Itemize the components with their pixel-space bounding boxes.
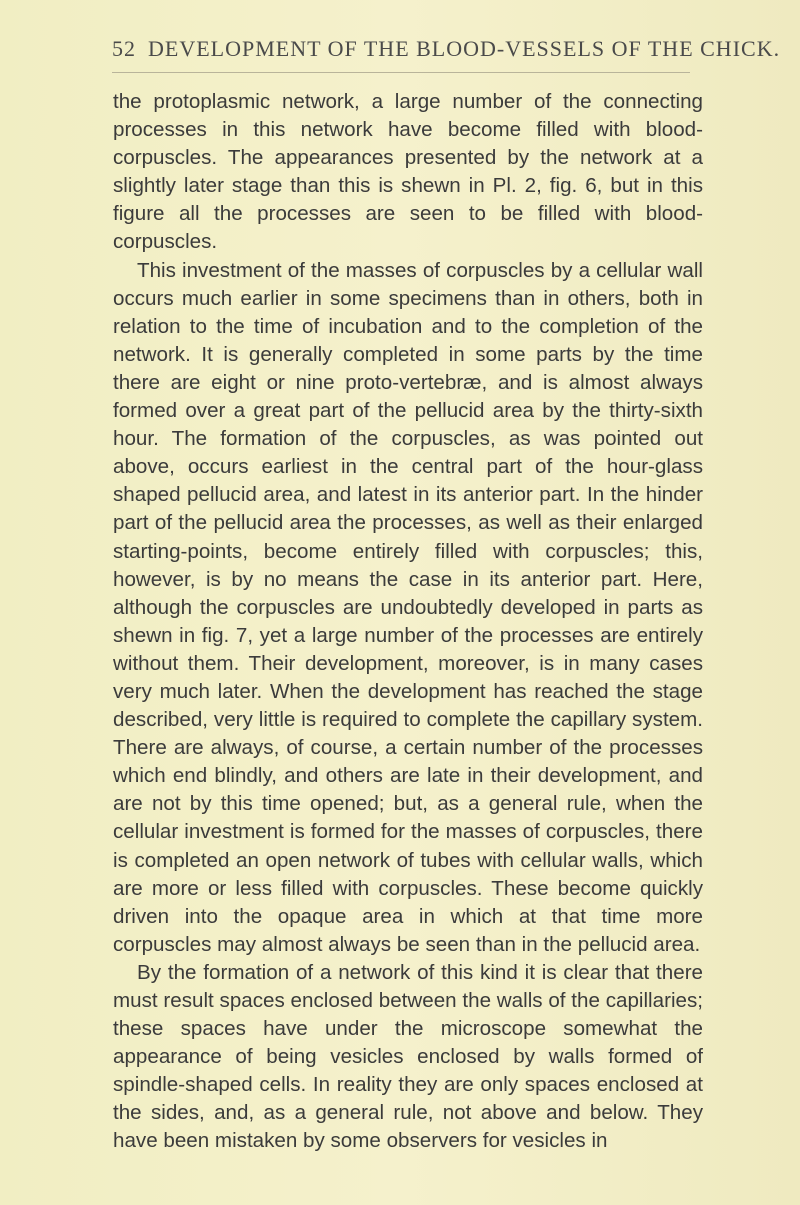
body-text — [113, 88, 703, 1156]
paragraph-continued: the protoplasmic network, a large number of the connecting processes in this network have become filled with blood-corpuscles. The appearances presented by the network at a slightly later stage than this is shewn in Pl. 2, fig. 6, but in this figure all the processes are seen to be filled with blood-corpuscles. — [113, 90, 703, 254]
paragraph-investment: This investment of the masses of corpuscles by a cellular wall occurs much earlier in some specimens than in others, both in relation to the time of incubation and to the completion of the network. It is generally completed in some parts by the time there are eight or nine proto-vertebræ, and is almost always formed over a great part of the pellucid area by the thirty-sixth hour. The formation of the corpuscles, as was pointed out above, occurs earliest in the central part of the hour-glass shaped pellucid area, and latest in its anterior part. In the hinder part of the pellucid area the processes, as well as their enlarged starting-points, become entirely filled with corpuscles; this, however, is by no means the case in its anterior part. Here, although the corpuscles are undoubtedly developed in parts as shewn in fig. 7, yet a large number of the processes are entirely without them. Their development, moreover, is in many cases very much later. When the development has reached the stage described, very little is required to complete the capillary system. There are always, of course, a certain number of the processes which end blindly, and others are late in their development, and are not by this time opened; but, as a general rule, when the cellular investment is formed for the masses of corpuscles, there is completed an open network of tubes with cellular walls, which are more or less filled with corpuscles. These become quickly driven into the opaque area in which at that time more corpuscles may almost always be seen than in the pellucid area. — [113, 258, 703, 956]
running-header — [112, 36, 781, 62]
page-number: 52 — [112, 36, 136, 61]
running-title: DEVELOPMENT OF THE BLOOD-VESSELS OF THE CHICK. — [148, 36, 781, 61]
paragraph-network-spaces: By the formation of a network of this kind it is clear that there must result spaces enclosed between the walls of the capillaries; these spaces have under the microscope somewhat the appearance of being vesicles enclosed by walls formed of spindle-shaped cells. In reality they are only spaces enclosed at the sides, and, as a general rule, not above and below. They have been mistaken by some observers for vesicles in — [113, 960, 703, 1153]
header-rule — [112, 72, 690, 73]
